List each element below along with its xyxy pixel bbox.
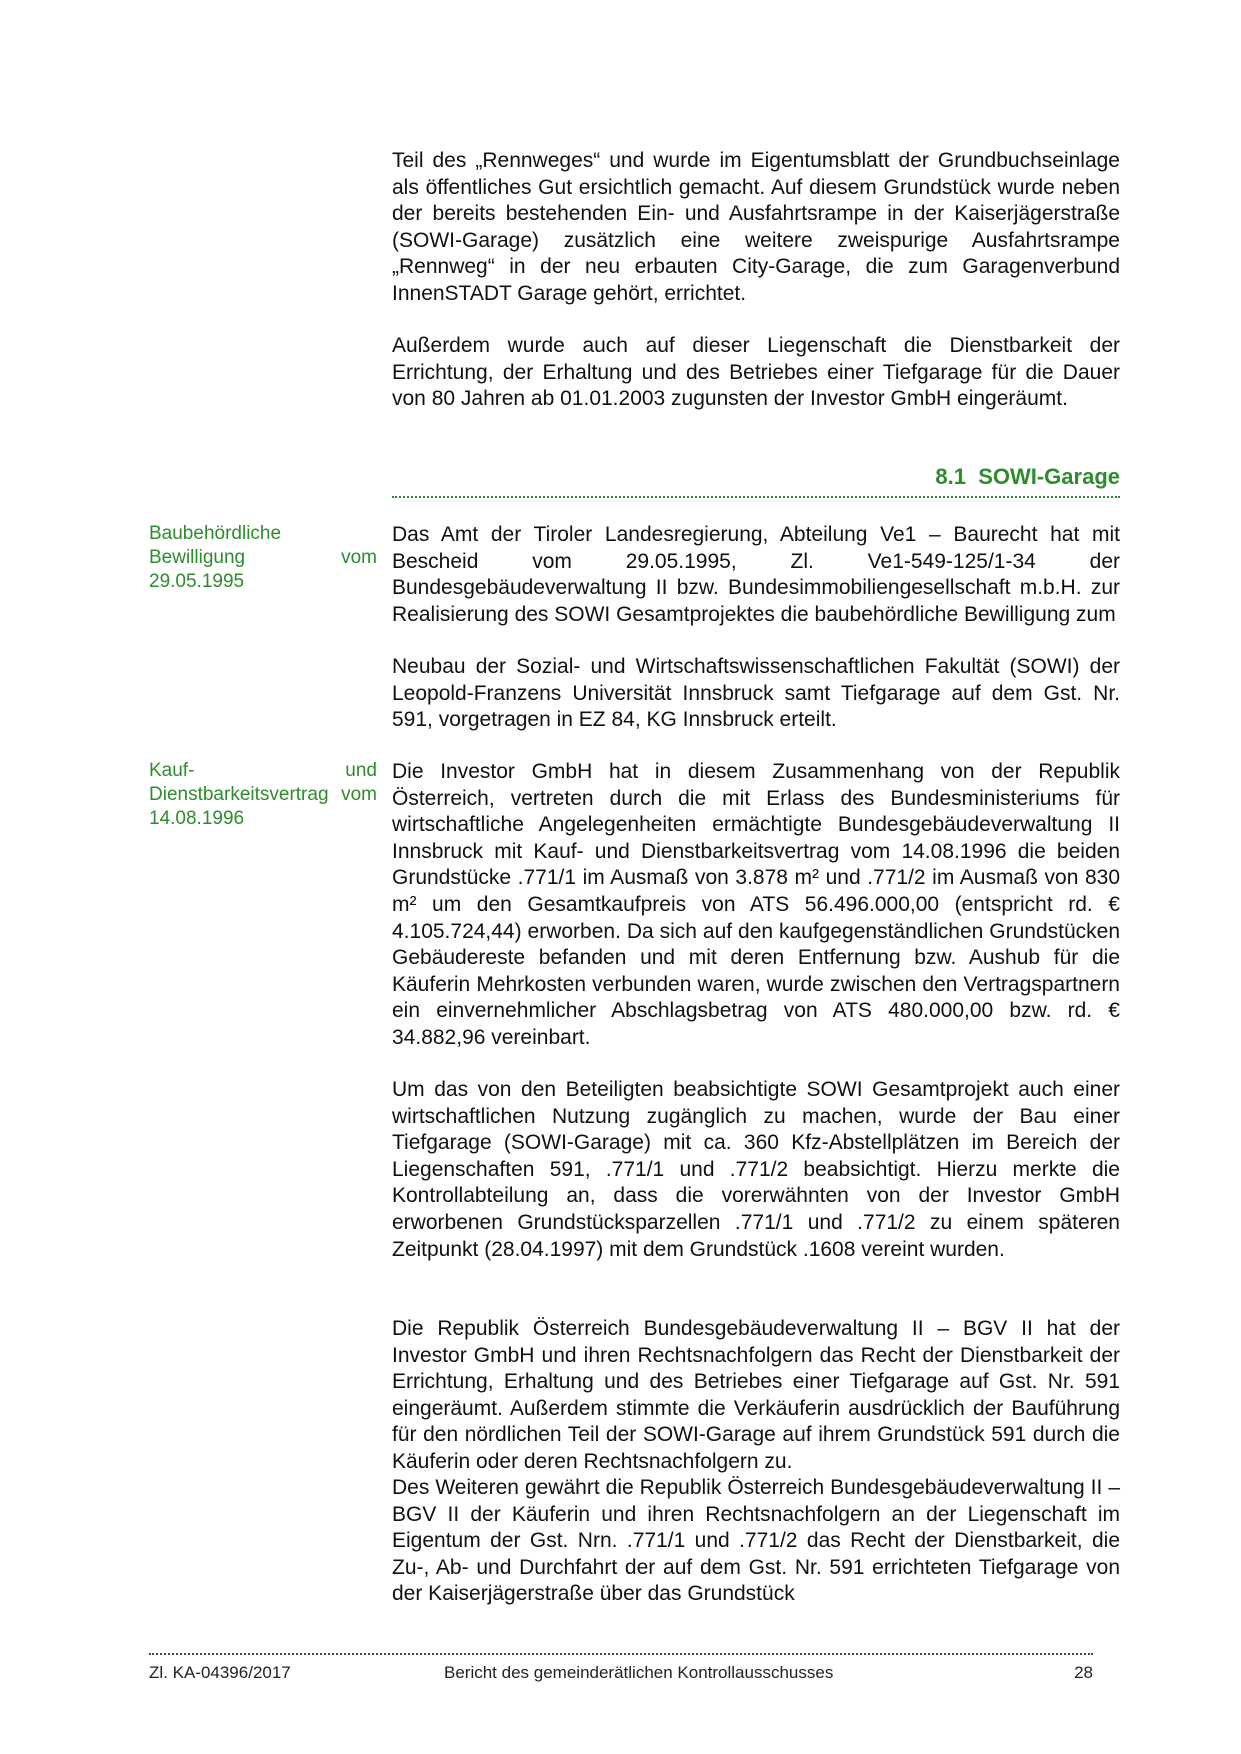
section-number: 8.1 — [935, 464, 966, 489]
paragraph-durchfahrt: Des Weiteren gewährt die Republik Österreich Bundesgebäudeverwaltung II – BGV II der Käuferin und ihren Rechtsnachfolgern an der Liegenschaft im Eigentum der Gst. Nrn. .771/1 und .771/2 das Recht der Dienstbarkeit, die Zu-, Ab- und Durchfahrt der auf dem Gst. Nr. 591 errichteten Tiefgarage von der Kaiserjägerstraße über das Grundstück — [392, 1476, 1120, 1606]
paragraph-dienstbarkeit: Außerdem wurde auch auf dieser Liegenschaft die Dienstbarkeit der Errichtung, der Erhaltung und des Betriebes einer Tiefgarage für die Dauer von 80 Jahren ab 01.01.2003 zugunsten der Investor GmbH eingeräumt. — [392, 334, 1120, 411]
section-heading — [392, 463, 1120, 491]
paragraph-kaufvertrag: Die Investor GmbH hat in diesem Zusammenhang von der Republik Österreich, vertreten durch die mit Erlass des Bundesministeriums für wirtschaftliche Angelegenheiten ermächtigte Bundesgebäudeverwaltung II Innsbruck mit Kauf- und Dienstbarkeitsvertrag vom 14.08.1996 die beiden Grundstücke .771/1 im Ausmaß von 3.878 m² und .771/2 im Ausmaß von 830 m² um den Gesamtkaufpreis von ATS 56.496.000,00 (entspricht rd. € 4.105.724,44) erworben. Da sich auf den kaufgegenständlichen Grundstücken Gebäudereste befanden und mit deren Entfernung bzw. Aushub für die Käuferin Mehrkosten verbunden waren, wurde zwischen den Vertragspartnern ein einvernehmlicher Abschlagsbetrag von ATS 480.000,00 bzw. rd. € 34.882,96 vereinbart. — [392, 760, 1120, 1049]
paragraph-tiefgarage-plan: Um das von den Beteiligten beabsichtigte SOWI Gesamtprojekt auch einer wirtschaftlichen Nutzung zugänglich zu machen, wurde der Bau einer Tiefgarage (SOWI-Garage) mit ca. 360 Kfz-Abstellplätzen im Bereich der Liegenschaften 591, .771/1 und .771/2 beabsichtigt. Hierzu merkte die Kontrollabteilung an, dass die vorerwähnten von der Investor GmbH erworbenen Grundstücksparzellen .771/1 und .771/2 zu einem späteren Zeitpunkt (28.04.1997) mit dem Grundstück .1608 vereint wurden. — [392, 1078, 1120, 1261]
paragraph-neubau-sowi: Neubau der Sozial- und Wirtschaftswissenschaftlichen Fakultät (SOWI) der Leopold-Franzens Universität Innsbruck samt Tiefgarage auf dem Gst. Nr. 591, vorgetragen in EZ 84, KG Innsbruck erteilt. — [392, 655, 1120, 732]
paragraph-bescheid: Das Amt der Tiroler Landesregierung, Abteilung Ve1 – Baurecht hat mit Bescheid vom 29.05.1995, Zl. Ve1-549-125/1-34 der Bundesgebäudeverwaltung II bzw. Bundesimmobiliengesellschaft m.b.H. zur Realisierung des SOWI Gesamtprojektes die baubehördliche Bewilligung zum — [392, 523, 1120, 626]
section-title: SOWI-Garage — [978, 464, 1120, 489]
section-divider — [392, 496, 1120, 498]
footer-divider — [149, 1653, 1093, 1655]
paragraph-bgv-dienstbarkeit: Die Republik Österreich Bundesgebäudeverwaltung II – BGV II hat der Investor GmbH und ihren Rechtsnachfolgern das Recht der Dienstbarkeit der Errichtung, Erhaltung und des Betriebes einer Tiefgarage auf Gst. Nr. 591 eingeräumt. Außerdem stimmte die Verkäuferin ausdrücklich der Bauführung für den nördlichen Teil der SOWI-Garage auf ihrem Grundstück 591 durch die Käuferin oder deren Rechtsnachfolgern zu. — [392, 1317, 1120, 1473]
margin-note-baubewilligung: Baubehördliche Bewilligung vom 29.05.1995 — [149, 523, 377, 592]
footer-title: Bericht des gemeinderätlichen Kontrollausschusses — [444, 1663, 834, 1682]
paragraph-rennweg-intro: Teil des „Rennweges“ und wurde im Eigentumsblatt der Grundbuchseinlage als öffentliches Gut ersichtlich gemacht. Auf diesem Grundstück wurde neben der bereits bestehenden Ein- und Ausfahrtsrampe in der Kaiserjägerstraße (SOWI-Garage) zusätzlich eine weitere zweispurige Ausfahrtsrampe „Rennweg“ in der neu erbauten City-Garage, die zum Garagenverbund InnenSTADT Garage gehört, errichtet. — [392, 149, 1120, 305]
margin-note-kaufvertrag: Kauf- und Dienstbarkeitsvertrag vom 14.08.1996 — [149, 760, 377, 829]
footer-reference: Zl. KA-04396/2017 — [149, 1663, 291, 1682]
page-number: 28 — [1074, 1663, 1093, 1682]
